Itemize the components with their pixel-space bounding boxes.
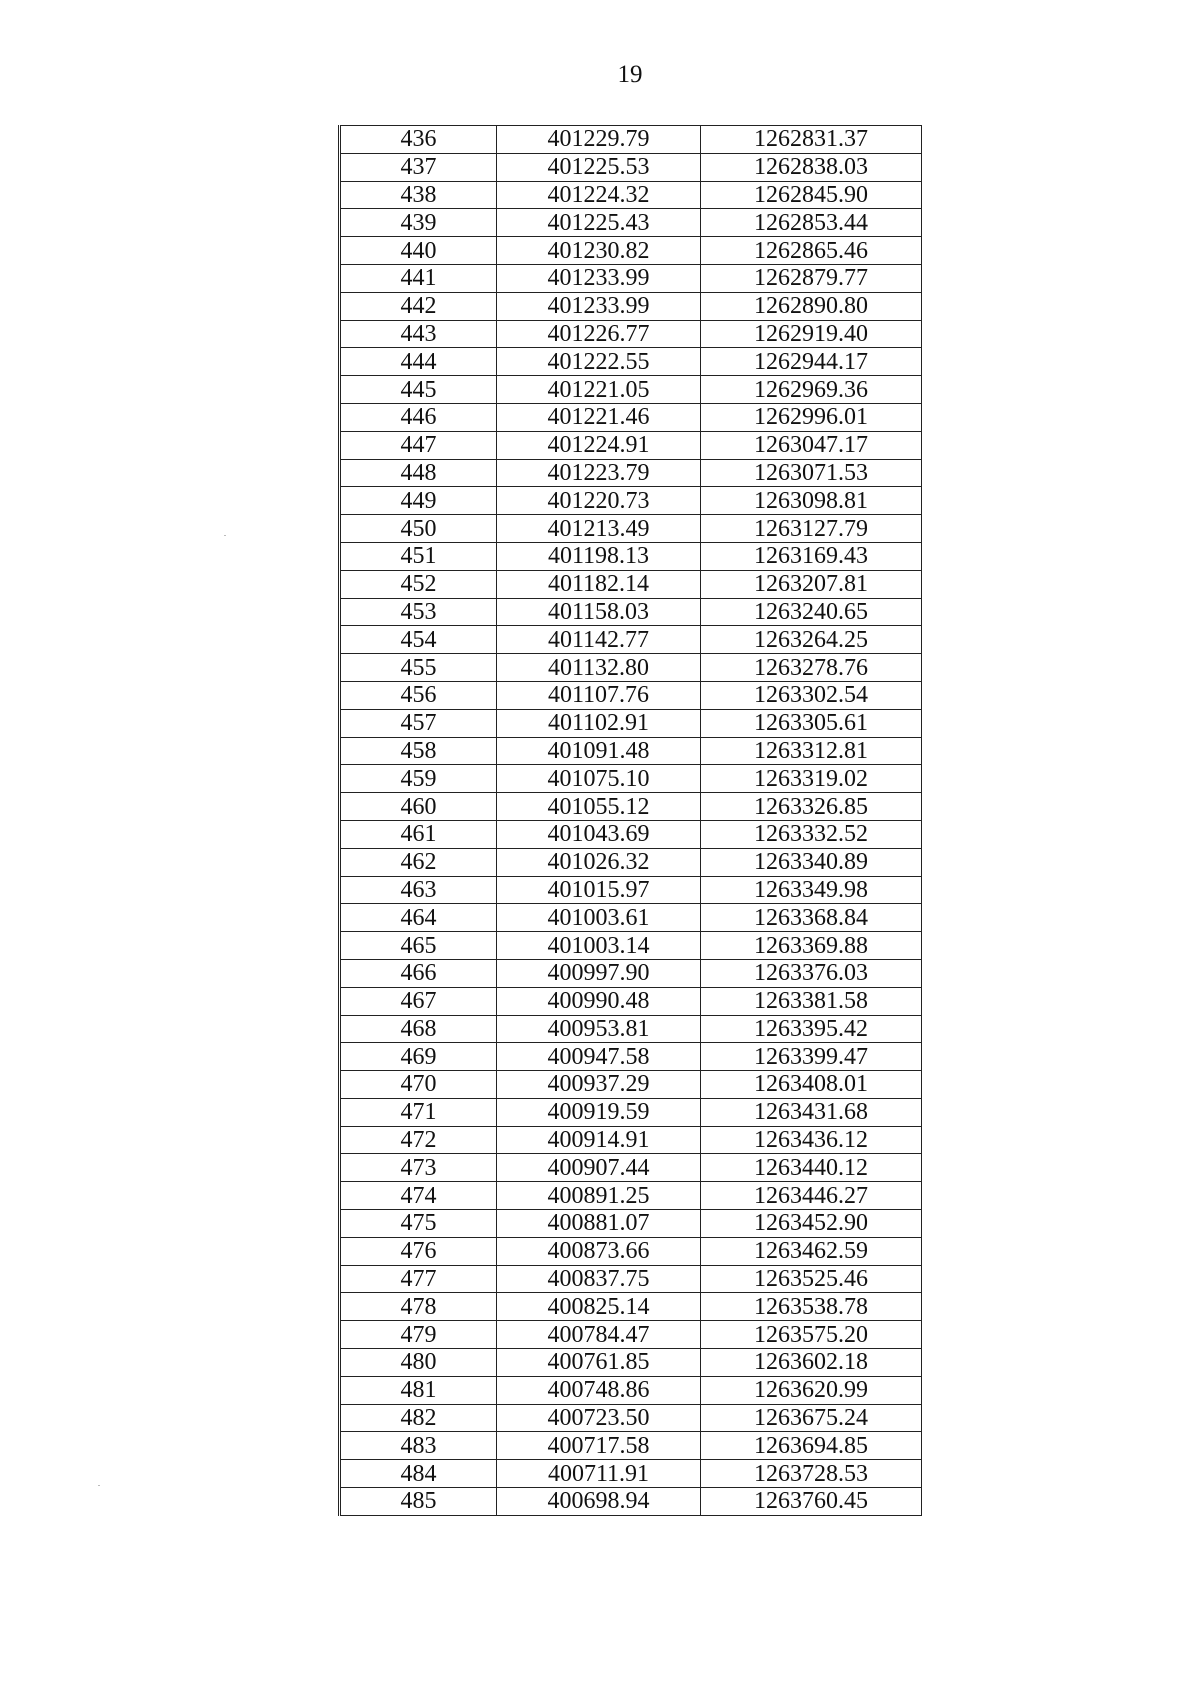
table-row: [340, 237, 922, 265]
y-coordinate-cell: 1263349.98: [701, 876, 922, 904]
y-coordinate-cell: 1263098.81: [701, 487, 922, 515]
x-coordinate-cell: 401107.76: [497, 681, 701, 709]
y-coordinate-cell: 1263326.85: [701, 793, 922, 821]
x-coordinate-cell: 401075.10: [497, 765, 701, 793]
y-coordinate-cell: 1263071.53: [701, 459, 922, 487]
x-coordinate-cell: 400881.07: [497, 1210, 701, 1238]
table-row: [340, 598, 922, 626]
table-row: [340, 403, 922, 431]
point-number-cell: 485: [340, 1488, 497, 1516]
point-number-cell: 472: [340, 1126, 497, 1154]
y-coordinate-cell: 1262919.40: [701, 320, 922, 348]
table-row: [340, 987, 922, 1015]
x-coordinate-cell: 401229.79: [497, 126, 701, 154]
point-number-cell: 459: [340, 765, 497, 793]
table-row: [340, 181, 922, 209]
y-coordinate-cell: 1263602.18: [701, 1349, 922, 1377]
x-coordinate-cell: 401221.05: [497, 376, 701, 404]
y-coordinate-cell: 1263446.27: [701, 1182, 922, 1210]
y-coordinate-cell: 1262853.44: [701, 209, 922, 237]
y-coordinate-cell: 1263408.01: [701, 1071, 922, 1099]
point-number-cell: 449: [340, 487, 497, 515]
point-number-cell: 438: [340, 181, 497, 209]
y-coordinate-cell: 1262879.77: [701, 264, 922, 292]
table-row: [340, 153, 922, 181]
table-row: [340, 959, 922, 987]
x-coordinate-cell: 400717.58: [497, 1432, 701, 1460]
point-number-cell: 460: [340, 793, 497, 821]
table-row: [340, 1098, 922, 1126]
x-coordinate-cell: 401142.77: [497, 626, 701, 654]
y-coordinate-cell: 1263264.25: [701, 626, 922, 654]
table-row: [340, 264, 922, 292]
point-number-cell: 469: [340, 1043, 497, 1071]
table-row: [340, 515, 922, 543]
point-number-cell: 445: [340, 376, 497, 404]
table-row: [340, 1376, 922, 1404]
x-coordinate-cell: 400919.59: [497, 1098, 701, 1126]
point-number-cell: 466: [340, 959, 497, 987]
point-number-cell: 461: [340, 820, 497, 848]
x-coordinate-cell: 400937.29: [497, 1071, 701, 1099]
page-number: 19: [617, 61, 643, 88]
y-coordinate-cell: 1263728.53: [701, 1460, 922, 1488]
point-number-cell: 482: [340, 1404, 497, 1432]
point-number-cell: 477: [340, 1265, 497, 1293]
x-coordinate-cell: 401132.80: [497, 654, 701, 682]
x-coordinate-cell: 400761.85: [497, 1349, 701, 1377]
table-row: [340, 820, 922, 848]
x-coordinate-cell: 401182.14: [497, 570, 701, 598]
x-coordinate-cell: 401015.97: [497, 876, 701, 904]
x-coordinate-cell: 400825.14: [497, 1293, 701, 1321]
table-row: [340, 626, 922, 654]
y-coordinate-cell: 1263575.20: [701, 1321, 922, 1349]
x-coordinate-cell: 401225.53: [497, 153, 701, 181]
table-row: [340, 1432, 922, 1460]
y-coordinate-cell: 1263332.52: [701, 820, 922, 848]
table-row: [340, 654, 922, 682]
table-row: [340, 848, 922, 876]
table-row: [340, 209, 922, 237]
table-row: [340, 431, 922, 459]
x-coordinate-cell: 400990.48: [497, 987, 701, 1015]
point-number-cell: 446: [340, 403, 497, 431]
table-row: [340, 709, 922, 737]
y-coordinate-cell: 1262865.46: [701, 237, 922, 265]
coordinates-table-body: [340, 126, 922, 1516]
x-coordinate-cell: 401213.49: [497, 515, 701, 543]
y-coordinate-cell: 1263169.43: [701, 542, 922, 570]
y-coordinate-cell: 1263694.85: [701, 1432, 922, 1460]
x-coordinate-cell: 401230.82: [497, 237, 701, 265]
table-row: [340, 765, 922, 793]
table-row: [340, 737, 922, 765]
point-number-cell: 480: [340, 1349, 497, 1377]
point-number-cell: 483: [340, 1432, 497, 1460]
y-coordinate-cell: 1263431.68: [701, 1098, 922, 1126]
x-coordinate-cell: 400837.75: [497, 1265, 701, 1293]
y-coordinate-cell: 1262890.80: [701, 292, 922, 320]
x-coordinate-cell: 400914.91: [497, 1126, 701, 1154]
point-number-cell: 476: [340, 1237, 497, 1265]
x-coordinate-cell: 401226.77: [497, 320, 701, 348]
x-coordinate-cell: 401055.12: [497, 793, 701, 821]
y-coordinate-cell: 1263305.61: [701, 709, 922, 737]
y-coordinate-cell: 1262845.90: [701, 181, 922, 209]
point-number-cell: 454: [340, 626, 497, 654]
table-row: [340, 1293, 922, 1321]
table-row: [340, 1460, 922, 1488]
coordinates-table: [338, 125, 922, 1516]
table-row: [340, 1349, 922, 1377]
x-coordinate-cell: 400711.91: [497, 1460, 701, 1488]
x-coordinate-cell: 400997.90: [497, 959, 701, 987]
point-number-cell: 470: [340, 1071, 497, 1099]
y-coordinate-cell: 1263207.81: [701, 570, 922, 598]
y-coordinate-cell: 1263452.90: [701, 1210, 922, 1238]
table-row: [340, 320, 922, 348]
point-number-cell: 436: [340, 126, 497, 154]
table-row: [340, 376, 922, 404]
point-number-cell: 451: [340, 542, 497, 570]
point-number-cell: 442: [340, 292, 497, 320]
table-row: [340, 1237, 922, 1265]
x-coordinate-cell: 400723.50: [497, 1404, 701, 1432]
y-coordinate-cell: 1262944.17: [701, 348, 922, 376]
y-coordinate-cell: 1263436.12: [701, 1126, 922, 1154]
point-number-cell: 456: [340, 681, 497, 709]
y-coordinate-cell: 1263620.99: [701, 1376, 922, 1404]
point-number-cell: 471: [340, 1098, 497, 1126]
x-coordinate-cell: 400873.66: [497, 1237, 701, 1265]
point-number-cell: 478: [340, 1293, 497, 1321]
table-row: [340, 793, 922, 821]
y-coordinate-cell: 1263462.59: [701, 1237, 922, 1265]
table-row: [340, 487, 922, 515]
x-coordinate-cell: 401003.61: [497, 904, 701, 932]
point-number-cell: 452: [340, 570, 497, 598]
x-coordinate-cell: 401003.14: [497, 932, 701, 960]
x-coordinate-cell: 401026.32: [497, 848, 701, 876]
x-coordinate-cell: 401233.99: [497, 264, 701, 292]
y-coordinate-cell: 1263369.88: [701, 932, 922, 960]
y-coordinate-cell: 1263302.54: [701, 681, 922, 709]
table-row: [340, 542, 922, 570]
table-row: [340, 1210, 922, 1238]
point-number-cell: 475: [340, 1210, 497, 1238]
point-number-cell: 474: [340, 1182, 497, 1210]
table-row: [340, 681, 922, 709]
x-coordinate-cell: 400698.94: [497, 1488, 701, 1516]
y-coordinate-cell: 1263395.42: [701, 1015, 922, 1043]
y-coordinate-cell: 1263538.78: [701, 1293, 922, 1321]
point-number-cell: 453: [340, 598, 497, 626]
table-row: [340, 1071, 922, 1099]
x-coordinate-cell: 400748.86: [497, 1376, 701, 1404]
y-coordinate-cell: 1263319.02: [701, 765, 922, 793]
x-coordinate-cell: 401158.03: [497, 598, 701, 626]
y-coordinate-cell: 1263675.24: [701, 1404, 922, 1432]
x-coordinate-cell: 401091.48: [497, 737, 701, 765]
table-row: [340, 932, 922, 960]
point-number-cell: 467: [340, 987, 497, 1015]
point-number-cell: 437: [340, 153, 497, 181]
point-number-cell: 441: [340, 264, 497, 292]
point-number-cell: 464: [340, 904, 497, 932]
y-coordinate-cell: 1263240.65: [701, 598, 922, 626]
y-coordinate-cell: 1262831.37: [701, 126, 922, 154]
point-number-cell: 457: [340, 709, 497, 737]
y-coordinate-cell: 1263525.46: [701, 1265, 922, 1293]
y-coordinate-cell: 1263368.84: [701, 904, 922, 932]
x-coordinate-cell: 400784.47: [497, 1321, 701, 1349]
table-row: [340, 1154, 922, 1182]
x-coordinate-cell: 400947.58: [497, 1043, 701, 1071]
x-coordinate-cell: 401043.69: [497, 820, 701, 848]
x-coordinate-cell: 401224.91: [497, 431, 701, 459]
point-number-cell: 440: [340, 237, 497, 265]
x-coordinate-cell: 401198.13: [497, 542, 701, 570]
point-number-cell: 462: [340, 848, 497, 876]
table-row: [340, 570, 922, 598]
x-coordinate-cell: 400907.44: [497, 1154, 701, 1182]
table-row: [340, 1015, 922, 1043]
x-coordinate-cell: 401102.91: [497, 709, 701, 737]
table-row: [340, 348, 922, 376]
x-coordinate-cell: 401221.46: [497, 403, 701, 431]
table-row: [340, 459, 922, 487]
point-number-cell: 448: [340, 459, 497, 487]
point-number-cell: 458: [340, 737, 497, 765]
y-coordinate-cell: 1262996.01: [701, 403, 922, 431]
y-coordinate-cell: 1263340.89: [701, 848, 922, 876]
x-coordinate-cell: 401225.43: [497, 209, 701, 237]
x-coordinate-cell: 400953.81: [497, 1015, 701, 1043]
x-coordinate-cell: 401233.99: [497, 292, 701, 320]
table-row: [340, 1043, 922, 1071]
table-row: [340, 1265, 922, 1293]
point-number-cell: 473: [340, 1154, 497, 1182]
table-row: [340, 876, 922, 904]
y-coordinate-cell: 1263127.79: [701, 515, 922, 543]
table-row: [340, 1182, 922, 1210]
point-number-cell: 463: [340, 876, 497, 904]
y-coordinate-cell: 1263760.45: [701, 1488, 922, 1516]
y-coordinate-cell: 1263278.76: [701, 654, 922, 682]
point-number-cell: 465: [340, 932, 497, 960]
point-number-cell: 481: [340, 1376, 497, 1404]
table-row: [340, 1404, 922, 1432]
x-coordinate-cell: 401220.73: [497, 487, 701, 515]
x-coordinate-cell: 401223.79: [497, 459, 701, 487]
scan-speck: [224, 535, 226, 536]
point-number-cell: 439: [340, 209, 497, 237]
point-number-cell: 479: [340, 1321, 497, 1349]
table-row: [340, 1488, 922, 1516]
y-coordinate-cell: 1263047.17: [701, 431, 922, 459]
y-coordinate-cell: 1263376.03: [701, 959, 922, 987]
y-coordinate-cell: 1263440.12: [701, 1154, 922, 1182]
table-row: [340, 904, 922, 932]
table-row: [340, 126, 922, 154]
x-coordinate-cell: 401224.32: [497, 181, 701, 209]
y-coordinate-cell: 1263399.47: [701, 1043, 922, 1071]
point-number-cell: 468: [340, 1015, 497, 1043]
y-coordinate-cell: 1262969.36: [701, 376, 922, 404]
point-number-cell: 447: [340, 431, 497, 459]
scan-speck: [98, 1485, 100, 1486]
table-row: [340, 1126, 922, 1154]
point-number-cell: 443: [340, 320, 497, 348]
x-coordinate-cell: 400891.25: [497, 1182, 701, 1210]
point-number-cell: 455: [340, 654, 497, 682]
point-number-cell: 484: [340, 1460, 497, 1488]
x-coordinate-cell: 401222.55: [497, 348, 701, 376]
y-coordinate-cell: 1262838.03: [701, 153, 922, 181]
point-number-cell: 444: [340, 348, 497, 376]
table-row: [340, 1321, 922, 1349]
y-coordinate-cell: 1263381.58: [701, 987, 922, 1015]
table-row: [340, 292, 922, 320]
y-coordinate-cell: 1263312.81: [701, 737, 922, 765]
point-number-cell: 450: [340, 515, 497, 543]
